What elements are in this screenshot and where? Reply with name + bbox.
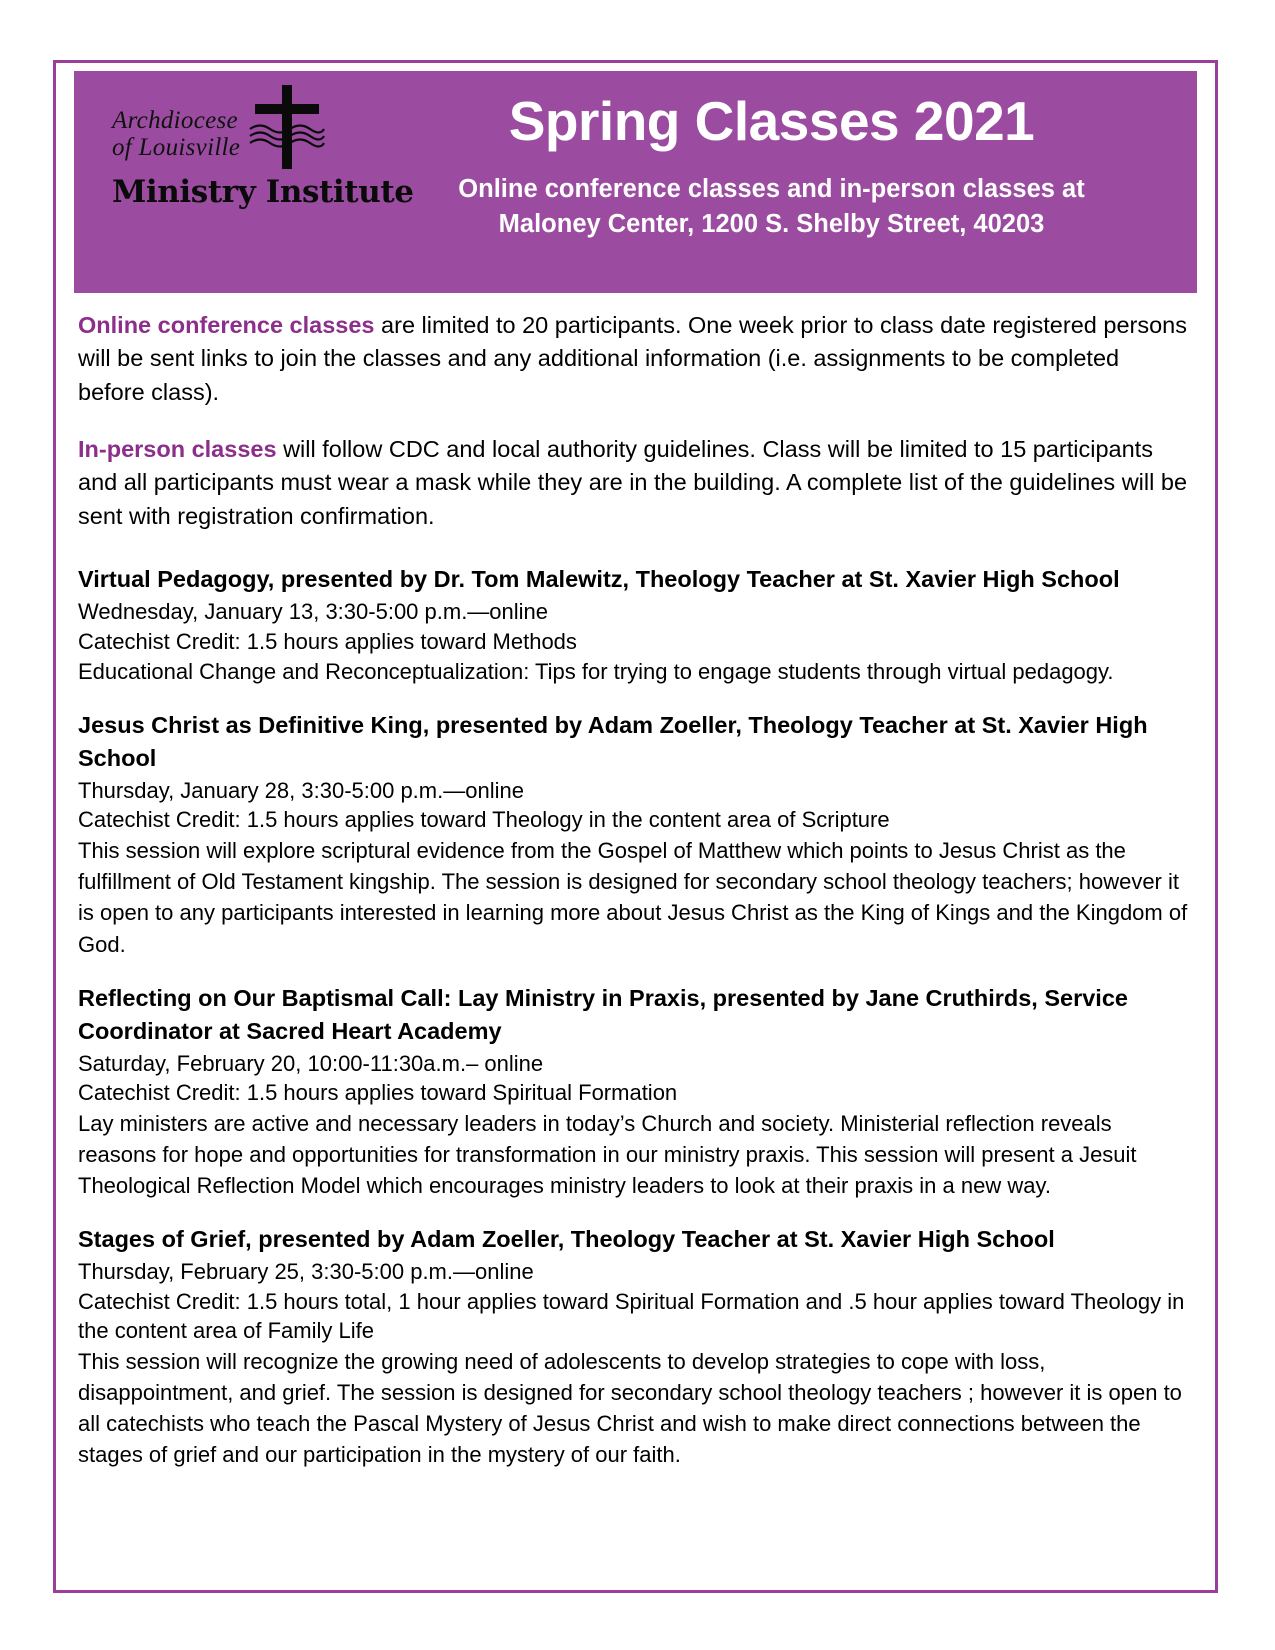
logo-top-row bbox=[112, 93, 330, 176]
page-border-frame bbox=[53, 60, 1218, 1593]
course-description: Educational Change and Reconceptualization: Tips for trying to engage students through virtual pedagogy. bbox=[78, 658, 1114, 684]
logo-wordmark bbox=[112, 108, 240, 161]
banner-subtitle-line-2: Maloney Center, 1200 S. Shelby Street, 40203 bbox=[498, 210, 1045, 239]
course-entry bbox=[78, 982, 1191, 1201]
logo-institute-name: Ministry Institute bbox=[112, 174, 414, 210]
course-credit: Catechist Credit: 1.5 hours applies toward Theology in the content area of Scripture bbox=[78, 807, 890, 833]
cross-with-water-icon bbox=[244, 83, 330, 176]
intro-paragraph-inperson bbox=[78, 433, 1191, 533]
header-banner bbox=[74, 71, 1197, 293]
logo-line-of-louisville: of Louisville bbox=[112, 133, 241, 161]
course-schedule: Saturday, February 20, 10:00-11:30a.m.– online bbox=[78, 1050, 544, 1076]
course-description: Lay ministers are active and necessary leaders in today’s Church and society. Ministerial reflection reveals reasons for hope and opportunities for transformation in our ministry praxis. This session will present a Jesuit Theological Reflection Model which encourages ministry leaders to look at their praxis in a new way. bbox=[78, 1110, 1137, 1199]
course-description: This session will recognize the growing need of adolescents to develop strategies to cope with loss, disappointment, and grief. The session is designed for secondary school theology teachers ; however it is open to all catechists who teach the Pascal Mystery of Jesus Christ and wish to make direct connections between the stages of grief and our participation in the mystery of our faith. bbox=[78, 1348, 1182, 1468]
course-credit: Catechist Credit: 1.5 hours applies toward Methods bbox=[78, 628, 577, 654]
course-credit: Catechist Credit: 1.5 hours total, 1 hour applies toward Spiritual Formation and .5 hour applies toward Theology in the content area of Family Life bbox=[78, 1288, 1185, 1344]
organization-logo bbox=[74, 71, 414, 210]
course-entry bbox=[78, 709, 1191, 960]
course-title: Jesus Christ as Definitive King, presented by Adam Zoeller, Theology Teacher at St. Xavier High School bbox=[78, 712, 1148, 772]
banner-subtitle-line-1: Online conference classes and in-person classes at bbox=[458, 175, 1085, 204]
document-body bbox=[74, 293, 1197, 1471]
page-inner-area bbox=[74, 71, 1197, 1582]
course-schedule: Wednesday, January 13, 3:30-5:00 p.m.—online bbox=[78, 599, 549, 625]
course-title: Reflecting on Our Baptismal Call: Lay Ministry in Praxis, presented by Jane Cruthirds, Service Coordinator at Sacred Heart Academy bbox=[78, 984, 1128, 1044]
intro-body-in-person: will follow CDC and local authority guidelines. Class will be limited to 15 participants and all participants must wear a mask while they are in the building. A complete list of the guidelines will be sent with registration confirmation. bbox=[78, 436, 1188, 529]
course-schedule: Thursday, January 28, 3:30-5:00 p.m.—online bbox=[78, 778, 524, 803]
course-entry bbox=[78, 1223, 1191, 1470]
intro-lead-in-person: In-person classes bbox=[78, 436, 277, 463]
intro-paragraph-online bbox=[78, 309, 1191, 409]
banner-text-block bbox=[374, 71, 1197, 243]
intro-body-online-conference: are limited to 20 participants. One week prior to class date registered persons will be sent links to join the classes and any additional information (i.e. assignments to be completed before class). bbox=[78, 312, 1187, 405]
course-description: This session will explore scriptural evidence from the Gospel of Matthew which points to Jesus Christ as the fulfillment of Old Testament kingship. The session is designed for secondary school theology teachers; however it is open to any participants interested in learning more about Jesus Christ as the King of Kings and the Kingdom of God. bbox=[78, 837, 1188, 957]
page-title: Spring Classes 2021 bbox=[508, 90, 1035, 152]
course-title: Virtual Pedagogy, presented by Dr. Tom Malewitz, Theology Teacher at St. Xavier High School bbox=[78, 566, 1120, 593]
logo-line-archdiocese: Archdiocese bbox=[112, 107, 238, 135]
course-credit: Catechist Credit: 1.5 hours applies toward Spiritual Formation bbox=[78, 1080, 678, 1106]
intro-lead-online-conference: Online conference classes bbox=[78, 312, 375, 338]
course-title: Stages of Grief, presented by Adam Zoeller, Theology Teacher at St. Xavier High School bbox=[78, 1226, 1055, 1253]
course-schedule: Thursday, February 25, 3:30-5:00 p.m.—online bbox=[78, 1259, 534, 1285]
course-entry bbox=[78, 563, 1191, 687]
